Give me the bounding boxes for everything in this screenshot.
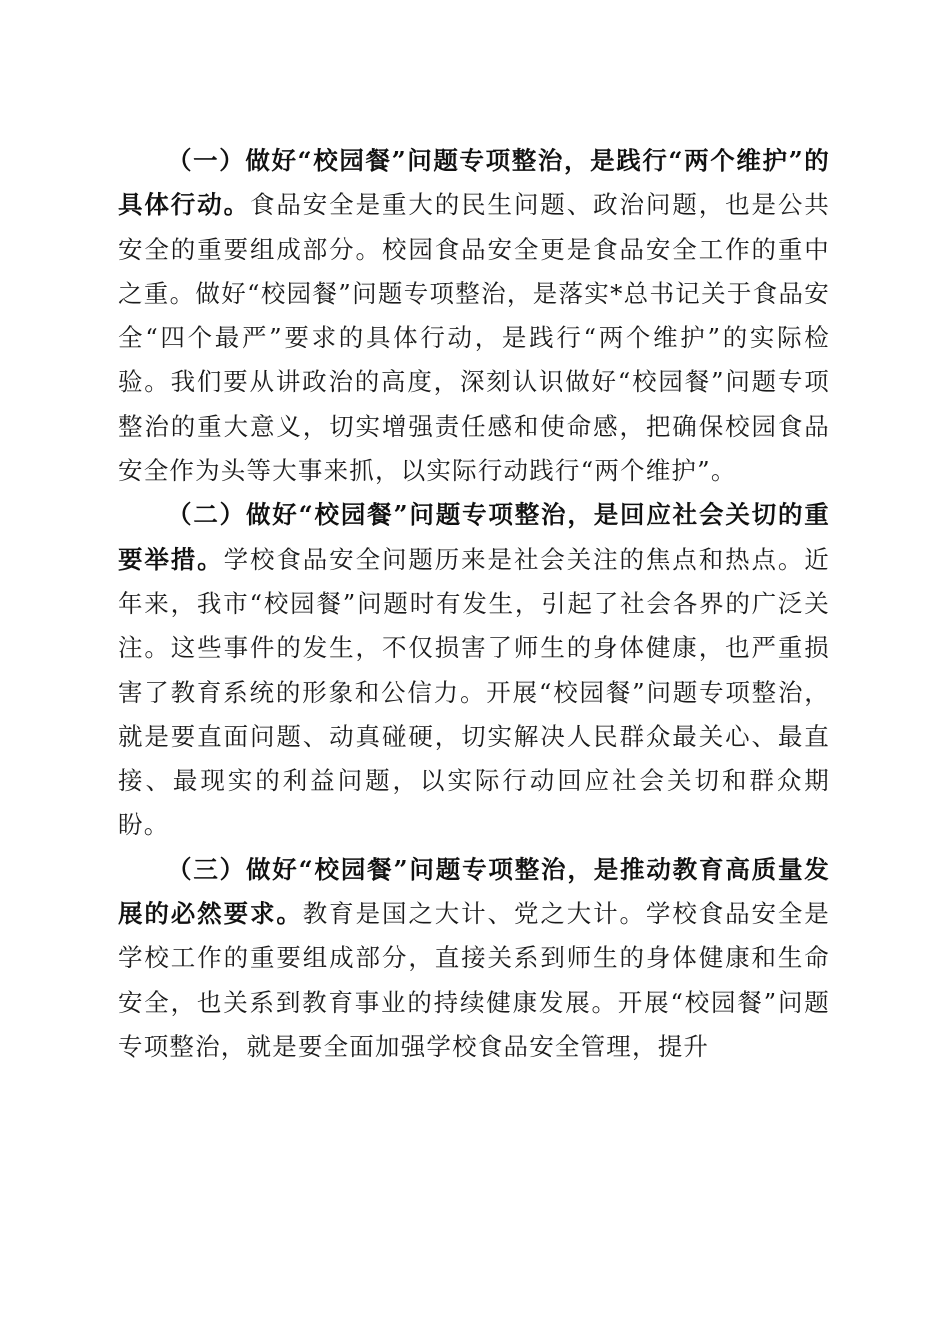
paragraph-3-heading: （三）做好“校园餐”问题专项整治，是推动教育高质量发展的必然要求。 [118,854,830,929]
paragraph-3 [118,848,830,1069]
paragraph-2-text: 学校食品安全问题历来是社会关注的焦点和热点。近年来，我市“校园餐”问题时有发生，引起了社会各界的广泛关注。这些事件的发生，不仅损害了师生的身体健康，也严重损害了教育系统的形象和公信力。开展“校园餐”问题专项整治，就是要直面问题、动真碰硬，切实解决人民群众最关心、最直接、最现实的利益问题，以实际行动回应社会关切和群众期盼。 [118,544,830,840]
paragraph-2-heading: （二）做好“校园餐”问题专项整治，是回应社会关切的重要举措。 [118,500,830,574]
paragraph-1 [118,139,830,493]
paragraph-1-heading: （一）做好“校园餐”问题专项整治，是践行“两个维护”的具体行动。 [118,146,830,220]
document-body [118,139,830,1069]
paragraph-2 [118,493,830,847]
paragraph-1-text: 食品安全是重大的民生问题、政治问题，也是公共安全的重要组成部分。校园食品安全更是食品安全工作的重中之重。做好“校园餐”问题专项整治，是落实*总书记关于食品安全“四个最严”要求的具体行动，是践行“两个维护”的实际检验。我们要从讲政治的高度，深刻认识做好“校园餐”问题专项整治的重大意义，切实增强责任感和使命感，把确保校园食品安全作为头等大事来抓，以实际行动践行“两个维护”。 [118,190,830,486]
paragraph-3-text: 教育是国之大计、党之大计。学校食品安全是学校工作的重要组成部分，直接关系到师生的身体健康和生命安全，也关系到教育事业的持续健康发展。开展“校园餐”问题专项整治，就是要全面加强学校食品安全管理，提升 [118,899,831,1061]
